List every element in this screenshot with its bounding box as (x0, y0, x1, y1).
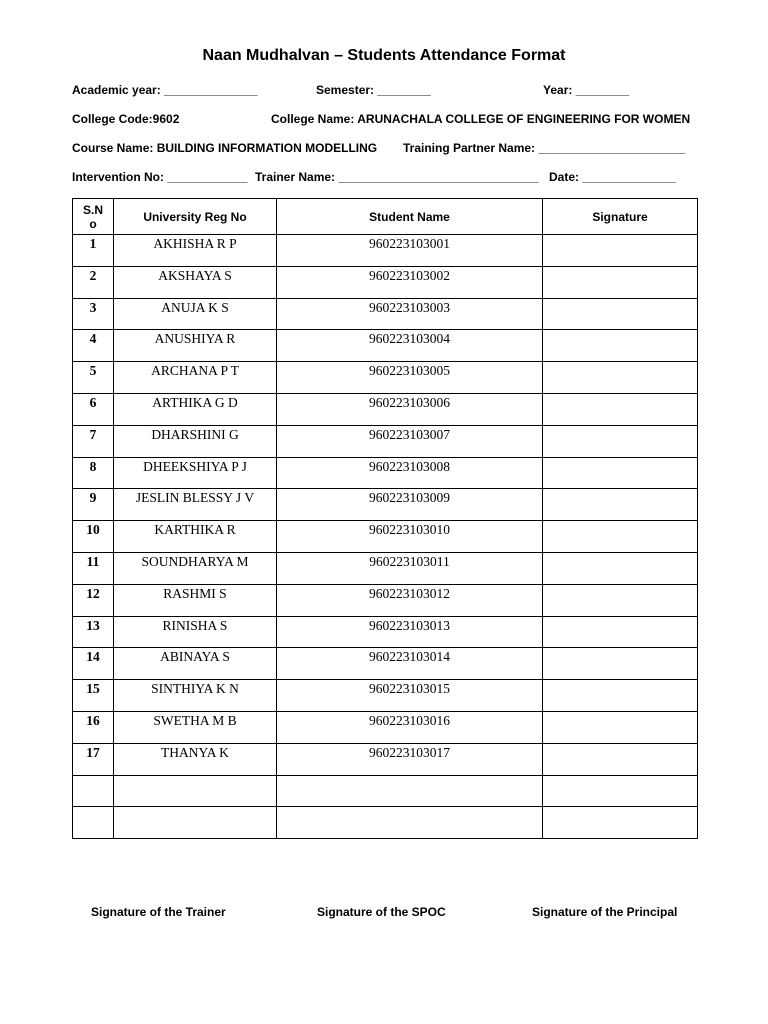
table-row (73, 393, 698, 425)
reg-no-cell: 960223103017 (277, 743, 543, 775)
signature-cell (543, 584, 698, 616)
student-name-cell: RINISHA S (114, 616, 277, 648)
sno-cell: 3 (73, 298, 114, 330)
page-title: Naan Mudhalvan – Students Attendance Format (202, 47, 566, 64)
student-name-cell: SOUNDHARYA M (114, 552, 277, 584)
table-row-blank (73, 775, 698, 807)
signature-cell (543, 235, 698, 267)
reg-no-cell: 960223103007 (277, 425, 543, 457)
table-row (73, 616, 698, 648)
table-row (73, 711, 698, 743)
blank-cell (114, 807, 277, 839)
table-row (73, 743, 698, 775)
signature-cell (543, 457, 698, 489)
student-name-cell: SWETHA M B (114, 711, 277, 743)
reg-no-cell: 960223103014 (277, 648, 543, 680)
table-row-blank (73, 807, 698, 839)
training-partner-field: Training Partner Name: ______________________ (403, 141, 686, 155)
signature-cell (543, 425, 698, 457)
semester-field: Semester: ________ (316, 83, 431, 97)
signature-cell (543, 521, 698, 553)
sno-cell: 13 (73, 616, 114, 648)
reg-no-cell: 960223103005 (277, 362, 543, 394)
student-name-cell: SINTHIYA K N (114, 680, 277, 712)
sno-cell: 15 (73, 680, 114, 712)
student-name-cell: DHEEKSHIYA P J (114, 457, 277, 489)
sno-cell: 1 (73, 235, 114, 267)
signature-cell (543, 711, 698, 743)
student-name-cell: DHARSHINI G (114, 425, 277, 457)
table-row (73, 552, 698, 584)
student-name-cell: THANYA K (114, 743, 277, 775)
date-field: Date: ______________ (549, 170, 676, 184)
sno-cell: 17 (73, 743, 114, 775)
table-row (73, 298, 698, 330)
table-row (73, 457, 698, 489)
signature-cell (543, 552, 698, 584)
intervention-no-field: Intervention No: ____________ (72, 170, 248, 184)
sno-cell: 8 (73, 457, 114, 489)
signature-cell (543, 362, 698, 394)
reg-no-cell: 960223103004 (277, 330, 543, 362)
trainer-signature-label: Signature of the Trainer (91, 905, 226, 919)
principal-signature-label: Signature of the Principal (532, 905, 678, 919)
table-row (73, 584, 698, 616)
table-row (73, 362, 698, 394)
college-code-field: College Code:9602 (72, 112, 180, 126)
sno-cell: 12 (73, 584, 114, 616)
reg-no-cell: 960223103003 (277, 298, 543, 330)
blank-cell (543, 775, 698, 807)
blank-cell (543, 807, 698, 839)
table-row (73, 235, 698, 267)
student-name-header: Student Name (277, 199, 543, 235)
reg-no-cell: 960223103015 (277, 680, 543, 712)
student-name-cell: AKHISHA R P (114, 235, 277, 267)
reg-no-header: University Reg No (114, 199, 277, 235)
sno-cell: 4 (73, 330, 114, 362)
signature-cell (543, 680, 698, 712)
table-row (73, 648, 698, 680)
student-name-cell: ARTHIKA G D (114, 393, 277, 425)
course-name-field: Course Name: BUILDING INFORMATION MODELLING (72, 141, 378, 155)
reg-no-cell: 960223103009 (277, 489, 543, 521)
sno-cell: 14 (73, 648, 114, 680)
student-name-cell: JESLIN BLESSY J V (114, 489, 277, 521)
student-name-cell: AKSHAYA S (114, 266, 277, 298)
blank-cell (73, 807, 114, 839)
college-name-field: College Name: ARUNACHALA COLLEGE OF ENGINEERING FOR WOMEN (271, 112, 691, 126)
year-field: Year: ________ (543, 83, 630, 97)
student-name-cell: RASHMI S (114, 584, 277, 616)
table-header-row (73, 199, 698, 235)
sno-cell: 2 (73, 266, 114, 298)
sno-header: S.N o (73, 199, 114, 235)
blank-cell (114, 775, 277, 807)
student-name-cell: ANUJA K S (114, 298, 277, 330)
sno-cell: 5 (73, 362, 114, 394)
reg-no-cell: 960223103010 (277, 521, 543, 553)
sno-cell: 7 (73, 425, 114, 457)
signature-cell (543, 648, 698, 680)
reg-no-cell: 960223103001 (277, 235, 543, 267)
sno-cell: 16 (73, 711, 114, 743)
blank-cell (277, 807, 543, 839)
table-row (73, 680, 698, 712)
signature-cell (543, 616, 698, 648)
signature-cell (543, 743, 698, 775)
blank-cell (73, 775, 114, 807)
signature-header: Signature (543, 199, 698, 235)
table-row (73, 266, 698, 298)
reg-no-cell: 960223103006 (277, 393, 543, 425)
reg-no-cell: 960223103011 (277, 552, 543, 584)
spoc-signature-label: Signature of the SPOC (317, 905, 446, 919)
sno-cell: 11 (73, 552, 114, 584)
trainer-name-field: Trainer Name: ______________________________ (255, 170, 539, 184)
table-row (73, 330, 698, 362)
signature-cell (543, 330, 698, 362)
reg-no-cell: 960223103016 (277, 711, 543, 743)
signature-cell (543, 298, 698, 330)
table-row (73, 425, 698, 457)
student-name-cell: ANUSHIYA R (114, 330, 277, 362)
signature-cell (543, 489, 698, 521)
reg-no-cell: 960223103008 (277, 457, 543, 489)
signature-cell (543, 393, 698, 425)
signature-cell (543, 266, 698, 298)
academic-year-field: Academic year: ______________ (72, 83, 258, 97)
sno-cell: 10 (73, 521, 114, 553)
reg-no-cell: 960223103012 (277, 584, 543, 616)
table-row (73, 521, 698, 553)
attendance-table (72, 198, 698, 839)
student-name-cell: ABINAYA S (114, 648, 277, 680)
sno-cell: 9 (73, 489, 114, 521)
student-name-cell: ARCHANA P T (114, 362, 277, 394)
reg-no-cell: 960223103013 (277, 616, 543, 648)
sno-cell: 6 (73, 393, 114, 425)
blank-cell (277, 775, 543, 807)
table-row (73, 489, 698, 521)
reg-no-cell: 960223103002 (277, 266, 543, 298)
student-name-cell: KARTHIKA R (114, 521, 277, 553)
